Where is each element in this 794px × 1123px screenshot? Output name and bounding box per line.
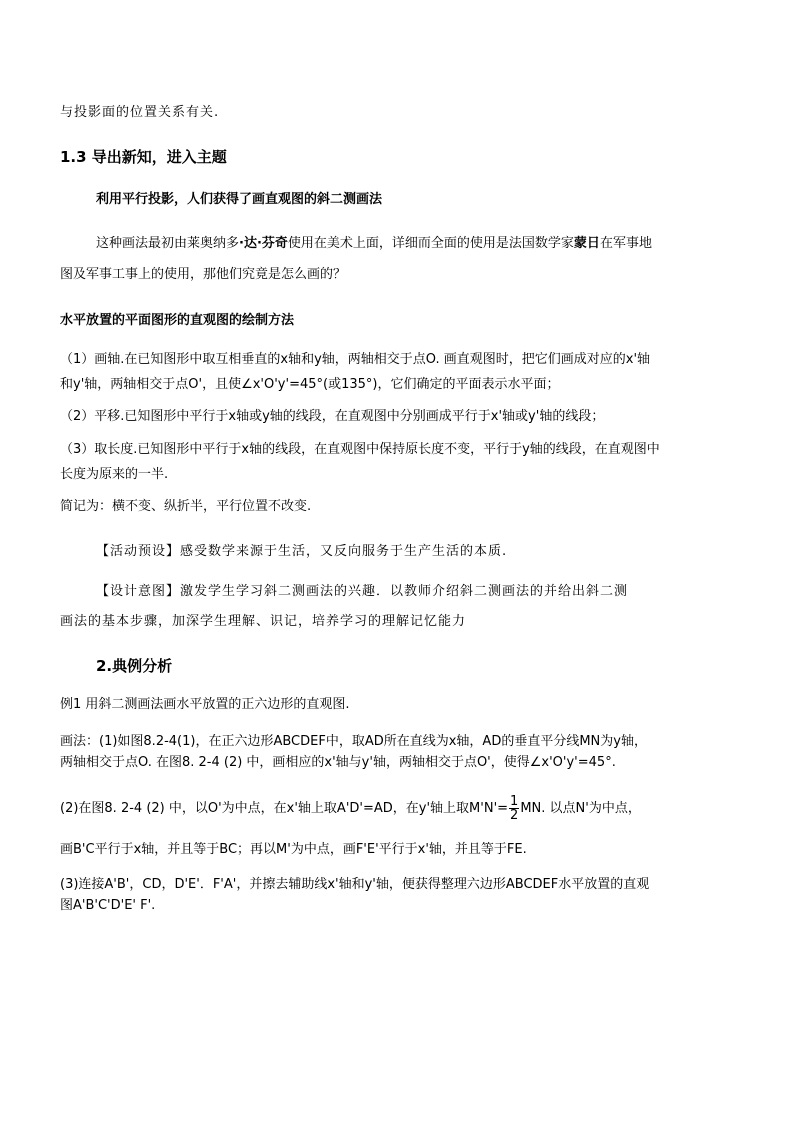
activity-preset-line: 【活动预设】感受数学来源于生活，又反向服务于生产生活的本质. bbox=[96, 544, 508, 559]
paragraph-history-line-2: 图及军事工事上的使用，那他们究竟是怎么画的？ bbox=[60, 267, 347, 282]
method-step-1-line-2: 两轴相交于点O. 在图8. 2-4 (2) 中，画相应的x'轴与y'轴，两轴相交于点O'，使得∠x'O'y'=45°. bbox=[60, 755, 616, 770]
summary-line: 简记为：横不变、纵折半，平行位置不改变. bbox=[60, 499, 312, 514]
method-step-1-line-1: 画法：(1)如图8.2-4(1)，在正六边形ABCDEF中，取AD所在直线为x轴，AD的垂直平分线MN为y轴， bbox=[60, 734, 647, 749]
text-span: (2)在图8. 2-4 (2) 中，以O'为中点，在x'轴上取A'D'=AD，在y'轴上取M'N'= bbox=[60, 801, 509, 816]
example-1-title: 例1 用斜二测画法画水平放置的正六边形的直观图. bbox=[60, 697, 350, 712]
name-da-vinci: ·达·芬奇 bbox=[239, 236, 288, 251]
fraction-one-half bbox=[509, 795, 519, 822]
method-step-2-line-2: 画B'C平行于x轴，并且等于BC；再以M'为中点，画F'E'平行于x'轴，并且等于FE. bbox=[60, 842, 527, 857]
step-2-line: （2）平移.已知图形中平行于x轴或y轴的线段，在直观图中分别画成平行于x'轴或y'轴的线段； bbox=[60, 409, 605, 424]
step-3-line-1: （3）取长度.已知图形中平行于x轴的线段，在直观图中保持原长度不变，平行于y轴的线段，在直观图中 bbox=[60, 442, 660, 457]
section-heading-1-3: 1.3 导出新知，进入主题 bbox=[60, 148, 227, 166]
step-1-line-1: （1）画轴.在已知图形中取互相垂直的x轴和y轴，两轴相交于点O. 画直观图时，把它们画成对应的x'轴 bbox=[60, 352, 651, 367]
text-span: 使用在美术上面，详细而全面的使用是法国数学家 bbox=[287, 236, 574, 251]
subheading-drawing-method: 水平放置的平面图形的直观图的绘制方法 bbox=[60, 313, 295, 328]
text-span: 在军事地 bbox=[599, 236, 652, 251]
design-intent-line-1: 【设计意图】激发学生学习斜二测画法的兴趣．以教师介绍斜二测画法的并给出斜二测 bbox=[96, 584, 629, 599]
design-intent-line-2: 画法的基本步骤，加深学生理解、识记，培养学习的理解记忆能力 bbox=[60, 614, 467, 629]
subheading-oblique-method: 利用平行投影，人们获得了画直观图的斜二测画法 bbox=[96, 192, 383, 207]
fraction-denominator: 2 bbox=[510, 808, 519, 823]
step-3-line-2: 长度为原来的一半. bbox=[60, 467, 169, 482]
text-span: MN. 以点N'为中点， bbox=[520, 801, 641, 816]
fraction-numerator: 1 bbox=[510, 794, 519, 809]
text-span: 这种画法最初由莱奥纳多 bbox=[96, 236, 240, 251]
name-monge: 蒙日 bbox=[573, 236, 600, 251]
method-step-3-line-1: (3)连接A'B'，CD，D'E'．F'A'，并擦去辅助线x'轴和y'轴，便获得整理六边形ABCDEF水平放置的直观 bbox=[60, 877, 650, 892]
text-line-1: 与投影面的位置关系有关. bbox=[60, 105, 220, 120]
section-heading-2: 2.典例分析 bbox=[96, 657, 173, 675]
step-1-line-2: 和y'轴，两轴相交于点O'，且使∠x'O'y'=45°(或135°)，它们确定的平面表示水平面； bbox=[60, 377, 560, 392]
paragraph-history-line-1 bbox=[96, 235, 652, 253]
method-step-2-line-1 bbox=[60, 794, 641, 824]
method-step-3-line-2: 图A'B'C'D'E' F'. bbox=[60, 898, 156, 913]
